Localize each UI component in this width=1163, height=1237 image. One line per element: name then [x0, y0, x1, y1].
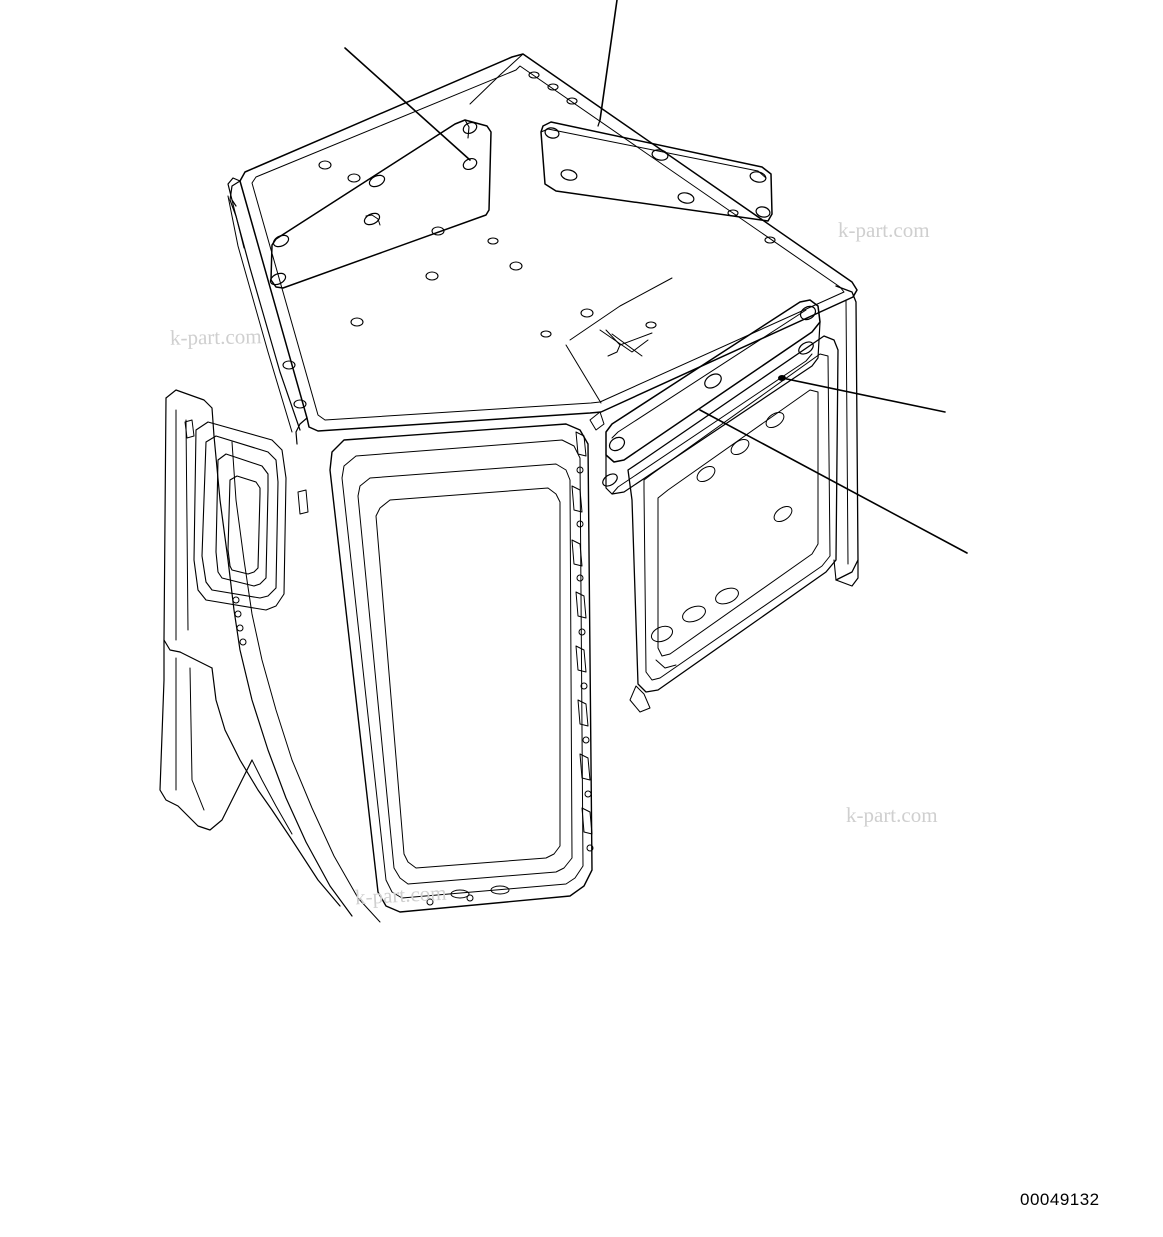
frame-details	[185, 330, 650, 834]
cab-roof	[228, 54, 857, 444]
leader-line-right-lower	[700, 410, 967, 553]
watermark: k-part.com	[846, 803, 938, 827]
left-window-cutout	[194, 422, 286, 610]
leader-line-right-upper	[782, 378, 945, 412]
leader-line-top-center	[600, 0, 617, 120]
roof-panel-left	[269, 120, 491, 288]
watermark: k-part.com	[838, 218, 930, 242]
rear-window-frame	[628, 336, 838, 692]
front-frame-bolts	[427, 467, 593, 905]
watermark: k-part.com	[354, 880, 448, 910]
left-side-structure	[160, 181, 380, 922]
left-pillar-rivets	[233, 597, 246, 645]
front-window-frame	[330, 424, 592, 912]
watermark: k-part.com	[169, 324, 262, 350]
drawing-number: 00049132	[1020, 1190, 1100, 1209]
roof-seams	[470, 54, 672, 403]
leader-line-top-left	[345, 48, 470, 160]
roof-fasteners	[283, 72, 775, 408]
roof-panel-right	[541, 120, 772, 221]
